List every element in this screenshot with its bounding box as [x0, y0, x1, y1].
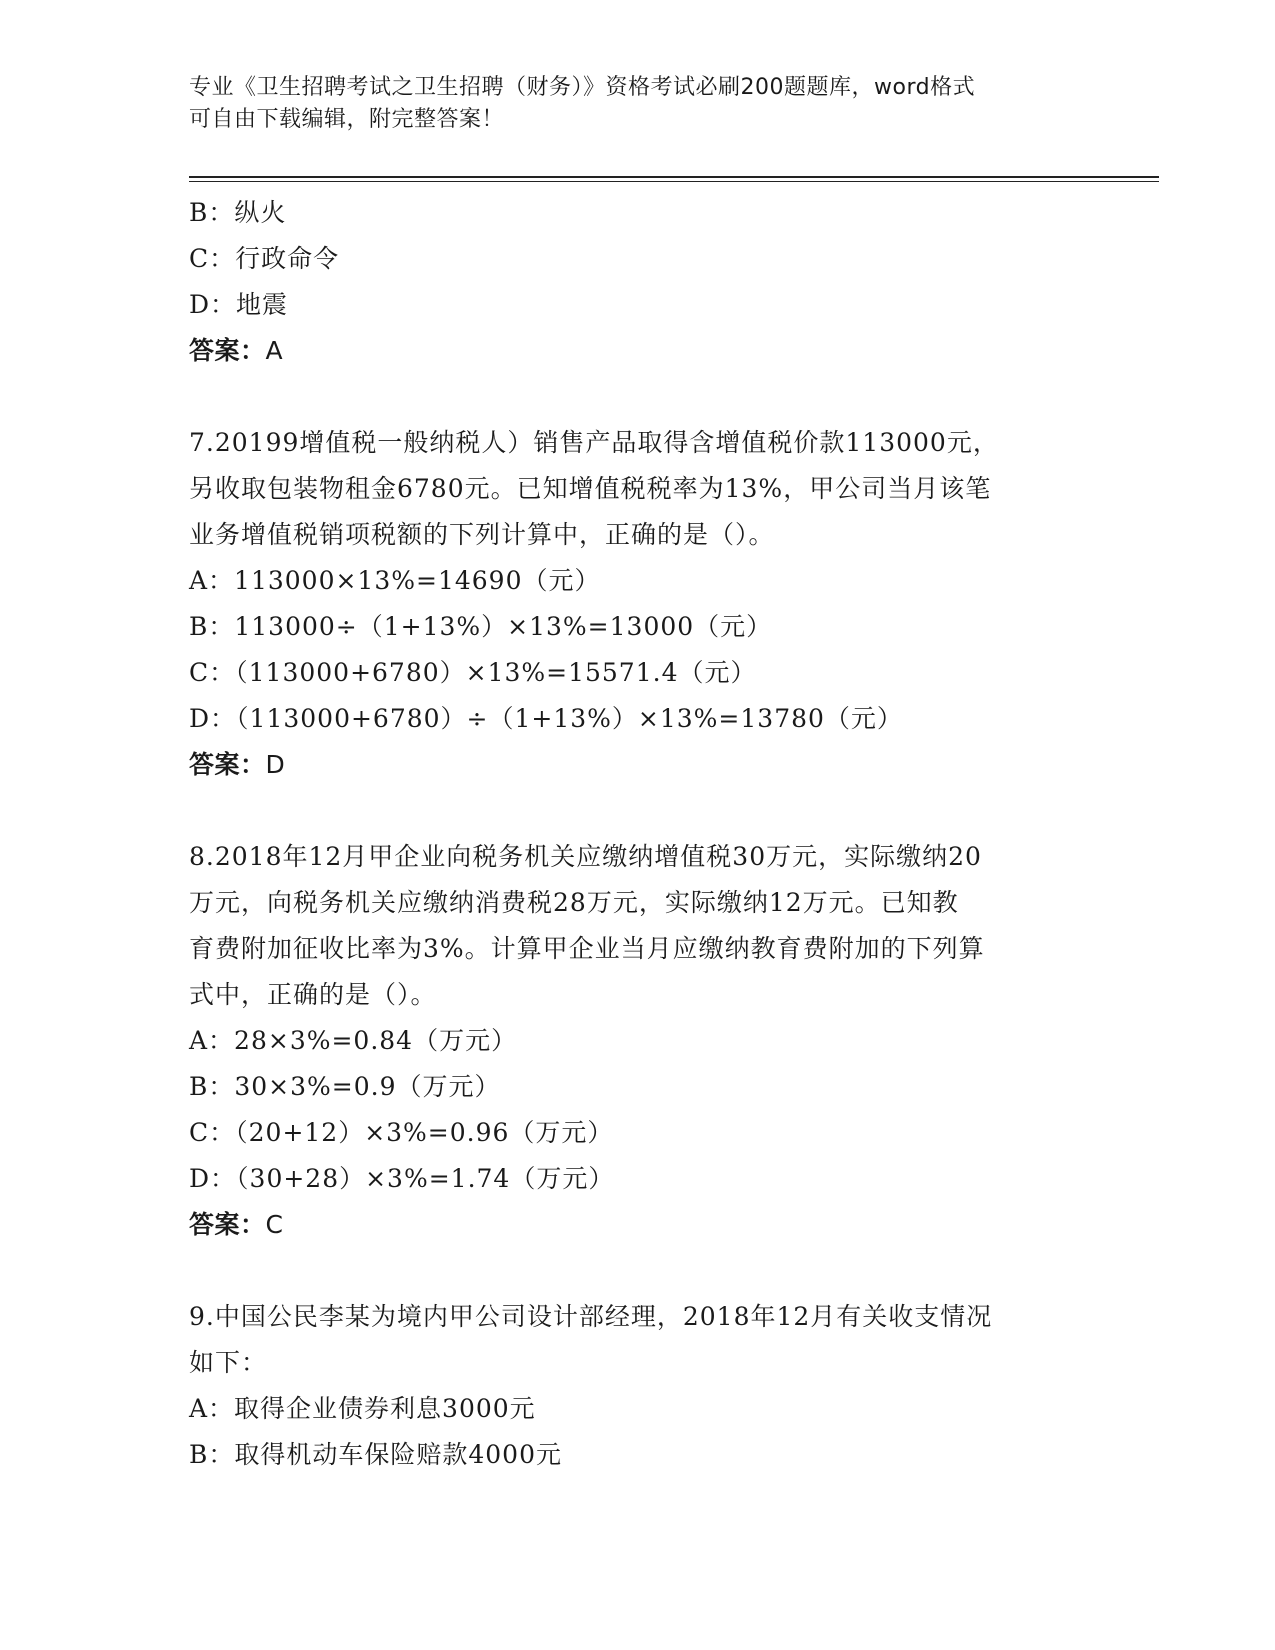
spacer	[189, 374, 1089, 420]
header-divider-thin	[189, 181, 1159, 182]
document-header	[189, 72, 1089, 136]
question-text-line: 另收取包装物租金6780元。已知增值税税率为13%，甲公司当月该笔	[189, 474, 992, 503]
option-a: A：取得企业债券利息3000元	[189, 1394, 536, 1423]
option-c: C：（113000+6780）×13%=15571.4（元）	[189, 658, 757, 687]
question-8	[189, 834, 1089, 1248]
option-a: A：28×3%=0.84（万元）	[189, 1026, 518, 1055]
answer-value: A	[265, 336, 284, 365]
option-c: C：（20+12）×3%=0.96（万元）	[189, 1118, 614, 1147]
question-text-line: 育费附加征收比率为3%。计算甲企业当月应缴纳教育费附加的下列算	[189, 934, 985, 963]
option-d: D：（30+28）×3%=1.74（万元）	[189, 1164, 615, 1193]
option-b: B：纵火	[189, 198, 287, 227]
question-text-line: 万元，向税务机关应缴纳消费税28万元，实际缴纳12万元。已知教	[189, 888, 959, 917]
question-text-line: 如下：	[189, 1348, 268, 1377]
header-divider-thick	[189, 176, 1159, 178]
option-b: B：30×3%=0.9（万元）	[189, 1072, 501, 1101]
question-text-line: 9.中国公民李某为境内甲公司设计部经理，2018年12月有关收支情况	[189, 1302, 993, 1331]
header-line-1: 专业《卫生招聘考试之卫生招聘（财务）》资格考试必刷200题题库，word格式	[189, 75, 976, 100]
answer-label: 答案：	[189, 1210, 266, 1239]
answer-value: C	[265, 1210, 284, 1239]
answer-label: 答案：	[189, 750, 266, 779]
spacer	[189, 788, 1089, 834]
option-d: D：地震	[189, 290, 289, 319]
question-text-line: 业务增值税销项税额的下列计算中，正确的是（）。	[189, 520, 775, 549]
question-text-line: 式中，正确的是（）。	[189, 980, 437, 1009]
header-line-2: 可自由下载编辑，附完整答案！	[189, 107, 505, 132]
question-content	[189, 190, 1089, 1478]
option-b: B：113000÷（1+13%）×13%=13000（元）	[189, 612, 773, 641]
answer-line	[189, 742, 1089, 788]
question-9	[189, 1294, 1089, 1478]
option-c: C：行政命令	[189, 244, 340, 273]
answer-label: 答案：	[189, 336, 266, 365]
previous-question	[189, 190, 1089, 374]
question-text-line: 8.2018年12月甲企业向税务机关应缴纳增值税30万元，实际缴纳20	[189, 842, 982, 871]
option-a: A：113000×13%=14690（元）	[189, 566, 601, 595]
option-d: D：（113000+6780）÷（1+13%）×13%=13780（元）	[189, 704, 903, 733]
answer-line	[189, 328, 1089, 374]
question-7	[189, 420, 1089, 788]
option-b: B：取得机动车保险赔款4000元	[189, 1440, 562, 1469]
question-text-line: 7.20199增值税一般纳税人）销售产品取得含增值税价款113000元，	[189, 428, 999, 457]
answer-line	[189, 1202, 1089, 1248]
answer-value: D	[265, 750, 286, 779]
spacer	[189, 1248, 1089, 1294]
